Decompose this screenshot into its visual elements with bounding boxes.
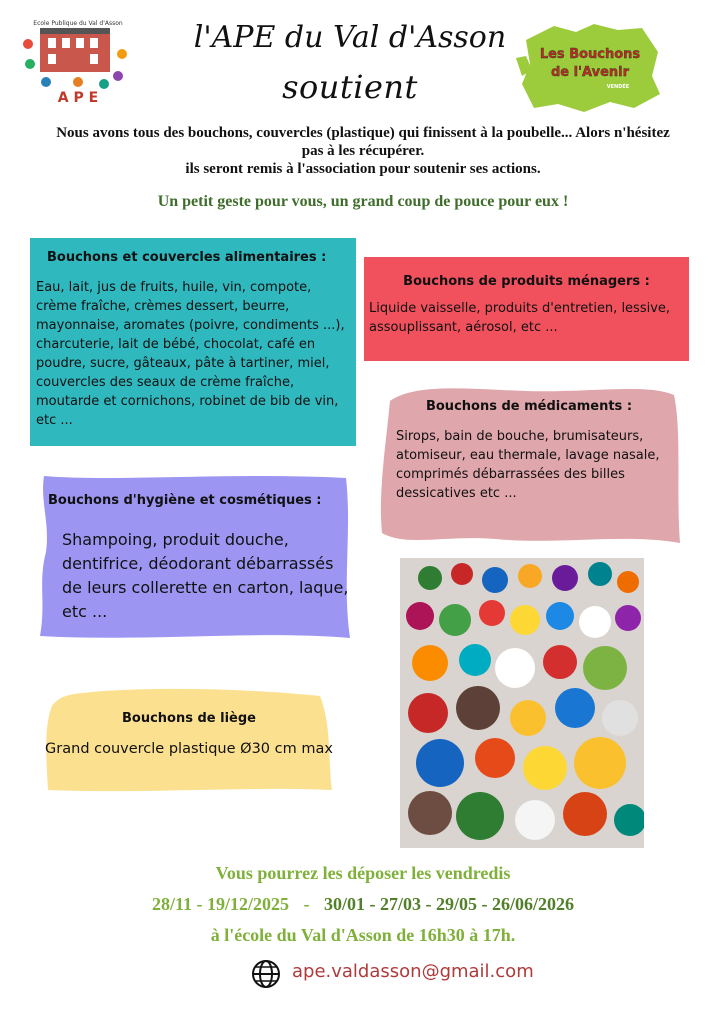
email-link[interactable]: ape.valdasson@gmail.com bbox=[292, 961, 534, 982]
box-medicaments-title: Bouchons de médicaments : bbox=[425, 399, 633, 414]
box-medicaments bbox=[376, 383, 682, 548]
logo-region: VENDÉE bbox=[606, 84, 630, 90]
bottle-caps-photo bbox=[400, 558, 644, 848]
footer-line1: Vous pourrez les déposer les vendredis bbox=[215, 863, 511, 883]
box-hygiene-title: Bouchons d'hygiène et cosmétiques : bbox=[48, 493, 322, 508]
dates-separator: - bbox=[303, 894, 310, 914]
ape-logo bbox=[18, 14, 136, 106]
box-liege-title: Bouchons de liège bbox=[121, 711, 256, 726]
intro-line3: ils seront remis à l'association pour soutenir ses actions. bbox=[185, 161, 541, 177]
logo-line1: Les Bouchons bbox=[539, 47, 641, 62]
box-medicaments-text: Sirops, bain de bouche, brumisateurs, atomiseur, eau thermale, lavage nasale, comprimés débarrassées des billes dessicatives etc ... bbox=[396, 429, 660, 501]
box-hygiene bbox=[36, 472, 354, 642]
box-alimentaires bbox=[30, 238, 356, 446]
dates-2026: 30/01 - 27/03 - 29/05 - 26/06/2026 bbox=[324, 894, 574, 914]
page-title: l'APE du Val d'Asson bbox=[193, 20, 507, 55]
page-subtitle: soutient bbox=[282, 68, 418, 106]
box-alimentaires-text: Eau, lait, jus de fruits, huile, vin, compote, crème fraîche, crèmes dessert, beurre, mayonnaise, aromates (poivre, condiments ...), charcuterie, lait de bébé, chocolat, café en poudre, sucre, gâteaux, pâte à tartiner, miel, couvercles des seaux de crème fraîche, moutarde et cornichons, robinet de bib de vin, etc ... bbox=[36, 280, 345, 428]
ape-logo-caption: Ecole Publique du Val d'Asson bbox=[33, 20, 123, 27]
box-liege bbox=[44, 686, 334, 794]
footer-dates bbox=[14, 894, 712, 915]
bouchons-avenir-logo bbox=[514, 18, 664, 116]
ape-logo-letters: A P E bbox=[57, 90, 99, 106]
globe-icon bbox=[250, 958, 282, 990]
box-menagers-title: Bouchons de produits ménagers : bbox=[403, 274, 650, 289]
intro-text bbox=[14, 124, 712, 178]
footer-line3: à l'école du Val d'Asson de 16h30 à 17h. bbox=[210, 925, 516, 945]
box-liege-text: Grand couvercle plastique Ø30 cm max bbox=[45, 741, 333, 757]
box-menagers bbox=[364, 257, 689, 361]
email-contact bbox=[248, 958, 578, 990]
slogan: Un petit geste pour vous, un grand coup de pouce pour eux ! bbox=[157, 193, 569, 210]
box-menagers-text: Liquide vaisselle, produits d'entretien, lessive, assouplissant, aérosol, etc ... bbox=[369, 301, 671, 335]
box-hygiene-text: Shampoing, produit douche, dentifrice, déodorant débarrassés de leurs collerette en carton, laque, etc ... bbox=[62, 530, 349, 621]
logo-line2: de l'Avenir bbox=[550, 65, 630, 80]
dates-2025: 28/11 - 19/12/2025 bbox=[151, 894, 289, 914]
intro-line1: Nous avons tous des bouchons, couvercles (plastique) qui finissent à la poubelle... Alors n'hésitez bbox=[56, 125, 670, 141]
box-alimentaires-title: Bouchons et couvercles alimentaires : bbox=[47, 250, 327, 265]
intro-line2: pas à les récupérer. bbox=[301, 143, 425, 159]
